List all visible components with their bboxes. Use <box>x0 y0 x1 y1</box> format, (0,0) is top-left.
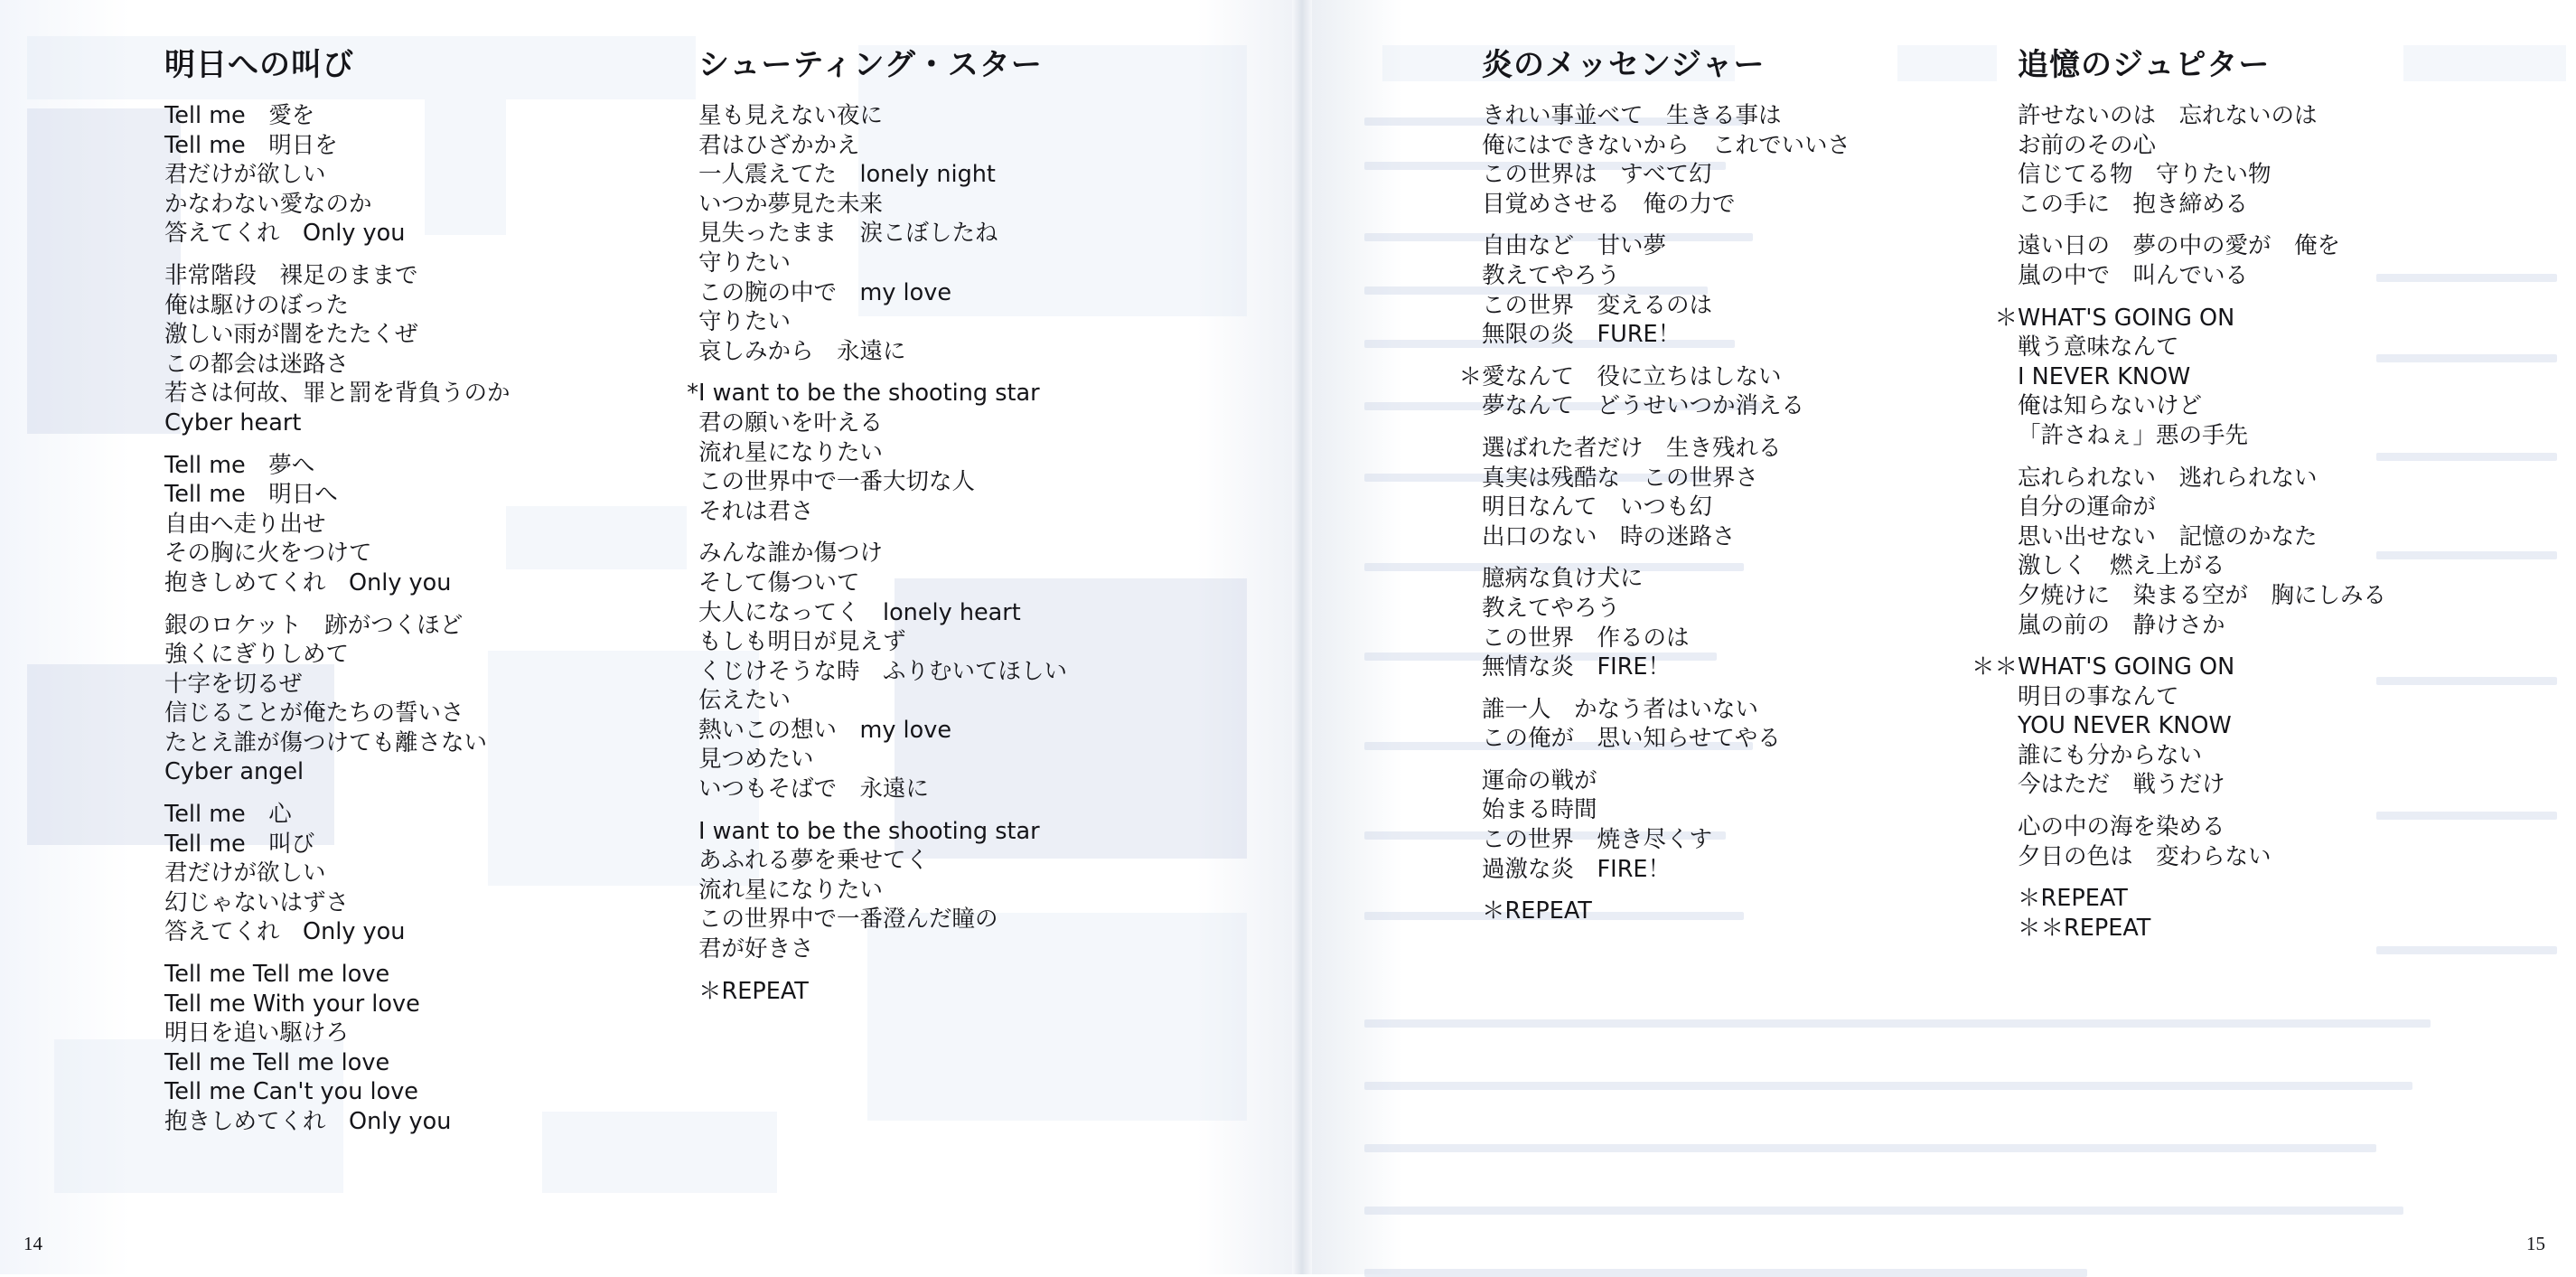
lyric-line: 伝えたい <box>698 687 792 715</box>
lyric-line <box>1994 304 2524 333</box>
lyric-line <box>1971 653 2524 682</box>
lyric-line: みんな誰か傷つけ <box>698 540 884 568</box>
lyric-line: 答えてくれ Only you <box>164 220 406 248</box>
bleed-through-line <box>1364 1144 2376 1152</box>
lyric-line: かなわない愛なのか <box>164 190 372 218</box>
bleed-through-line <box>1364 1019 2431 1028</box>
lyric-line: 夕日の色は 変わらない <box>2018 842 2272 870</box>
lyric-stanza <box>687 379 1204 526</box>
lyric-line: Tell me 叫び <box>164 830 315 858</box>
lyric-line: お前のその心 <box>2018 131 2157 159</box>
lyric-line: 教えてやろう <box>1482 261 1621 289</box>
lyric-stanza <box>164 611 670 788</box>
lyric-line: 守りたい <box>698 249 792 277</box>
lyric-line: いつか夢見た未来 <box>698 190 884 218</box>
lyric-line: 抱きしめてくれ Only you <box>164 568 452 596</box>
lyric-stanza <box>164 451 670 598</box>
lyric-line: 見失ったまま 涙こぼしたね <box>698 220 998 248</box>
lyric-line: 誰一人 かなう者はいない <box>1482 695 1759 723</box>
lyric-line: 君だけが欲しい <box>164 859 326 887</box>
bleed-through-line <box>1364 1269 2087 1277</box>
lyric-stanza <box>1482 897 1988 926</box>
lyric-stanza <box>2018 101 2524 219</box>
lyric-line: 俺は知らないけど <box>2018 392 2203 420</box>
song-title: 明日への叫び <box>164 47 354 83</box>
lyric-stanza <box>698 817 1204 964</box>
lyric-text: I want to be the shooting star <box>698 380 1040 408</box>
lyric-stanza <box>698 977 1204 1007</box>
repeat-marker: * <box>687 380 698 408</box>
lyric-line: 遠い日の 夢の中の愛が 俺を <box>2018 232 2341 260</box>
lyric-stanza <box>1994 304 2524 451</box>
lyric-line: あふれる夢を乗せてく <box>698 847 930 875</box>
lyric-line: たとえ誰が傷つけても離さない <box>164 728 488 756</box>
lyric-line: ＊＊REPEAT <box>2018 914 2151 942</box>
song-title: 追憶のジュピター <box>2018 47 2271 83</box>
lyric-line: その胸に火をつけて <box>164 540 372 568</box>
lyric-stanza <box>1458 362 1988 421</box>
lyric-line: それは君さ <box>698 497 814 525</box>
lyric-line: もしも明日が見えず <box>698 628 906 656</box>
lyric-line: 信じることが俺たちの誓いさ <box>164 700 464 728</box>
bleed-through-line <box>1364 1207 2403 1215</box>
lyric-line: 無情な炎 FIRE！ <box>1482 653 1672 681</box>
lyric-line: 銀のロケット 跡がつくほど <box>164 611 464 639</box>
repeat-marker: ＊＊ <box>1971 653 2018 681</box>
song-title: 炎のメッセンジャー <box>1482 47 1766 83</box>
lyric-stanza <box>2018 884 2524 943</box>
lyric-stanza <box>1482 695 1988 754</box>
lyric-stanza <box>1971 653 2524 800</box>
lyric-stanza <box>1482 101 1988 219</box>
lyric-line: この世界 変えるのは <box>1482 291 1713 319</box>
lyric-line: 過激な炎 FIRE！ <box>1482 855 1672 883</box>
lyric-line: 目覚めさせる 俺の力で <box>1482 190 1736 218</box>
lyric-line: 明日を追い駆けろ <box>164 1019 350 1047</box>
lyric-line: 夢なんて どうせいつか消える <box>1482 392 1805 420</box>
lyric-line: この俺が 思い知らせてやる <box>1482 725 1781 753</box>
lyric-text: WHAT'S GOING ON <box>2018 653 2235 681</box>
song-column <box>1971 43 2524 955</box>
lyric-line: 運命の戦が <box>1482 766 1597 794</box>
lyric-line: 熱いこの想い my love <box>698 716 952 744</box>
lyric-line: 嵐の前の 静けさか <box>2018 611 2225 639</box>
lyric-line: この世界 焼き尽くす <box>1482 826 1713 854</box>
lyric-stanza <box>164 261 670 438</box>
lyric-line: 激しく 燃え上がる <box>2018 552 2225 580</box>
lyric-line: 嵐の中で 叫んでいる <box>2018 261 2249 289</box>
lyric-stanza <box>1482 434 1988 551</box>
song-column <box>687 43 1204 1019</box>
lyric-line: 出口のない 時の迷路さ <box>1482 522 1736 550</box>
bleed-through-shape <box>27 108 181 434</box>
lyric-line: そして傷ついて <box>698 568 860 596</box>
lyric-line: 守りたい <box>698 308 792 336</box>
lyric-line: 自由へ走り出せ <box>164 510 326 538</box>
lyric-line: 若さは何故、罪と罰を背負うのか <box>164 380 511 408</box>
lyric-line: YOU NEVER KNOW <box>2018 712 2232 740</box>
lyric-line: 臆病な負け犬に <box>1482 565 1644 593</box>
lyric-line: 君が好きさ <box>698 935 814 963</box>
lyric-line: この世界は すべて幻 <box>1482 161 1712 189</box>
song-lyrics <box>1971 101 2524 943</box>
repeat-marker: ＊ <box>1994 304 2018 332</box>
lyric-line: Tell me 愛を <box>164 102 315 129</box>
lyric-stanza <box>2018 812 2524 871</box>
lyric-line: 許せないのは 忘れないのは <box>2018 102 2318 129</box>
lyric-line: 大人になってく lonely heart <box>698 598 1021 626</box>
page-number-right: 15 <box>2526 1233 2545 1254</box>
lyric-line: この世界中で一番澄んだ瞳の <box>698 906 998 934</box>
lyric-stanza <box>698 101 1204 366</box>
lyric-line: Tell me Tell me love <box>164 961 390 989</box>
lyric-line: 非常階段 裸足のままで <box>164 261 418 289</box>
lyric-line: この都会は迷路さ <box>164 350 350 378</box>
lyric-line: 自分の運命が <box>2018 493 2157 521</box>
lyric-line <box>1458 362 1988 392</box>
lyric-line: 始まる時間 <box>1482 796 1597 824</box>
lyric-line: 抱きしめてくれ Only you <box>164 1108 452 1135</box>
lyric-line: いつもそばで 永遠に <box>698 775 930 803</box>
lyric-line: 選ばれた者だけ 生き残れる <box>1482 434 1782 462</box>
lyric-line: Tell me Can't you love <box>164 1078 418 1106</box>
lyric-line: きれい事並べて 生きる事は <box>1482 102 1782 129</box>
lyric-stanza <box>1482 231 1988 349</box>
book-spine <box>1292 0 1312 1274</box>
lyric-line: 今はただ 戦うだけ <box>2018 771 2225 799</box>
lyric-stanza <box>2018 231 2524 290</box>
lyric-stanza <box>1482 564 1988 681</box>
lyric-line: Cyber heart <box>164 408 302 437</box>
lyric-line: ＊REPEAT <box>2018 885 2128 913</box>
bleed-through-line <box>1364 1082 2412 1090</box>
lyric-stanza <box>1482 766 1988 884</box>
lyric-line: 君はひざかかえ <box>698 131 860 159</box>
lyric-line: Tell me With your love <box>164 990 420 1018</box>
lyric-line: くじけそうな時 ふりむいてほしい <box>698 657 1068 685</box>
lyric-line: 忘れられない 逃れられない <box>2018 464 2318 492</box>
lyric-line: この腕の中で my love <box>698 278 952 306</box>
lyric-line: 君だけが欲しい <box>164 161 326 189</box>
lyric-line: Tell me 明日へ <box>164 481 338 509</box>
song-column <box>164 43 670 1150</box>
lyric-line: 思い出せない 記憶のかなた <box>2018 522 2318 550</box>
song-lyrics <box>164 101 670 1137</box>
repeat-marker: ＊ <box>1458 362 1482 390</box>
lyric-line: 答えてくれ Only you <box>164 918 406 946</box>
lyric-line: 十字を切るぜ <box>164 670 303 698</box>
lyric-line: 明日の事なんて <box>2018 682 2179 710</box>
song-lyrics <box>1458 101 1988 926</box>
lyric-line: Cyber angel <box>164 758 304 786</box>
lyric-line: 自由など 甘い夢 <box>1482 232 1667 260</box>
lyric-line: 流れ星になりたい <box>698 438 884 466</box>
lyric-stanza <box>698 539 1204 803</box>
lyric-line: Tell me Tell me love <box>164 1048 390 1076</box>
song-title: シューティング・スター <box>698 47 1043 83</box>
lyric-line: Tell me 明日を <box>164 131 338 159</box>
lyric-line: I want to be the shooting star <box>698 817 1040 845</box>
lyric-stanza <box>164 101 670 249</box>
lyric-stanza <box>164 960 670 1137</box>
lyric-line: 哀しみから 永遠に <box>698 337 906 365</box>
page-number-left: 14 <box>23 1233 42 1254</box>
lyric-line: 俺は駆けのぼった <box>164 291 350 319</box>
lyric-line: 信じてる物 守りたい物 <box>2018 161 2272 189</box>
lyric-line: 一人震えてた lonely night <box>698 161 996 189</box>
lyric-line: 君の願いを叶える <box>698 408 884 437</box>
lyric-text: 愛なんて 役に立ちはしない <box>1482 362 1782 390</box>
lyric-line: Tell me 心 <box>164 801 292 829</box>
lyric-line: 見つめたい <box>698 746 814 774</box>
lyric-line: 激しい雨が闇をたたくぜ <box>164 321 418 349</box>
lyric-line: 俺にはできないから これでいいさ <box>1482 131 1851 159</box>
lyric-line: この世界中で一番大切な人 <box>698 468 976 496</box>
lyric-line: 無限の炎 FURE！ <box>1482 321 1681 349</box>
lyric-line: 明日なんて いつも幻 <box>1482 493 1713 521</box>
lyric-line: 流れ星になりたい <box>698 876 884 904</box>
lyric-line: 戦う意味なんて <box>2018 333 2179 362</box>
lyric-line: 夕焼けに 染まる空が 胸にしみる <box>2018 581 2387 609</box>
lyric-line <box>687 379 1204 408</box>
lyric-stanza <box>164 800 670 947</box>
lyric-line: 強くにぎりしめて <box>164 641 350 669</box>
lyric-line: 幻じゃないはずさ <box>164 888 350 916</box>
lyric-line: この世界 作るのは <box>1482 624 1690 652</box>
lyric-line: 星も見えない夜に <box>698 102 884 129</box>
lyric-line: I NEVER KNOW <box>2018 362 2191 390</box>
lyric-line: 教えてやろう <box>1482 594 1621 622</box>
lyric-line: この手に 抱き締める <box>2018 190 2249 218</box>
song-lyrics <box>687 101 1204 1006</box>
lyric-stanza <box>2018 464 2524 641</box>
lyric-text: WHAT'S GOING ON <box>2018 304 2235 332</box>
lyric-line: 心の中の海を染める <box>2018 813 2225 841</box>
lyric-line: ＊REPEAT <box>698 977 809 1005</box>
song-column <box>1458 43 1988 939</box>
lyric-line: Tell me 夢へ <box>164 451 315 479</box>
lyric-line: ＊REPEAT <box>1482 897 1592 925</box>
lyric-line: 「許さねぇ」悪の手先 <box>2018 421 2249 449</box>
lyric-line: 真実は残酷な この世界さ <box>1482 464 1759 492</box>
lyric-line: 誰にも分からない <box>2018 741 2203 769</box>
